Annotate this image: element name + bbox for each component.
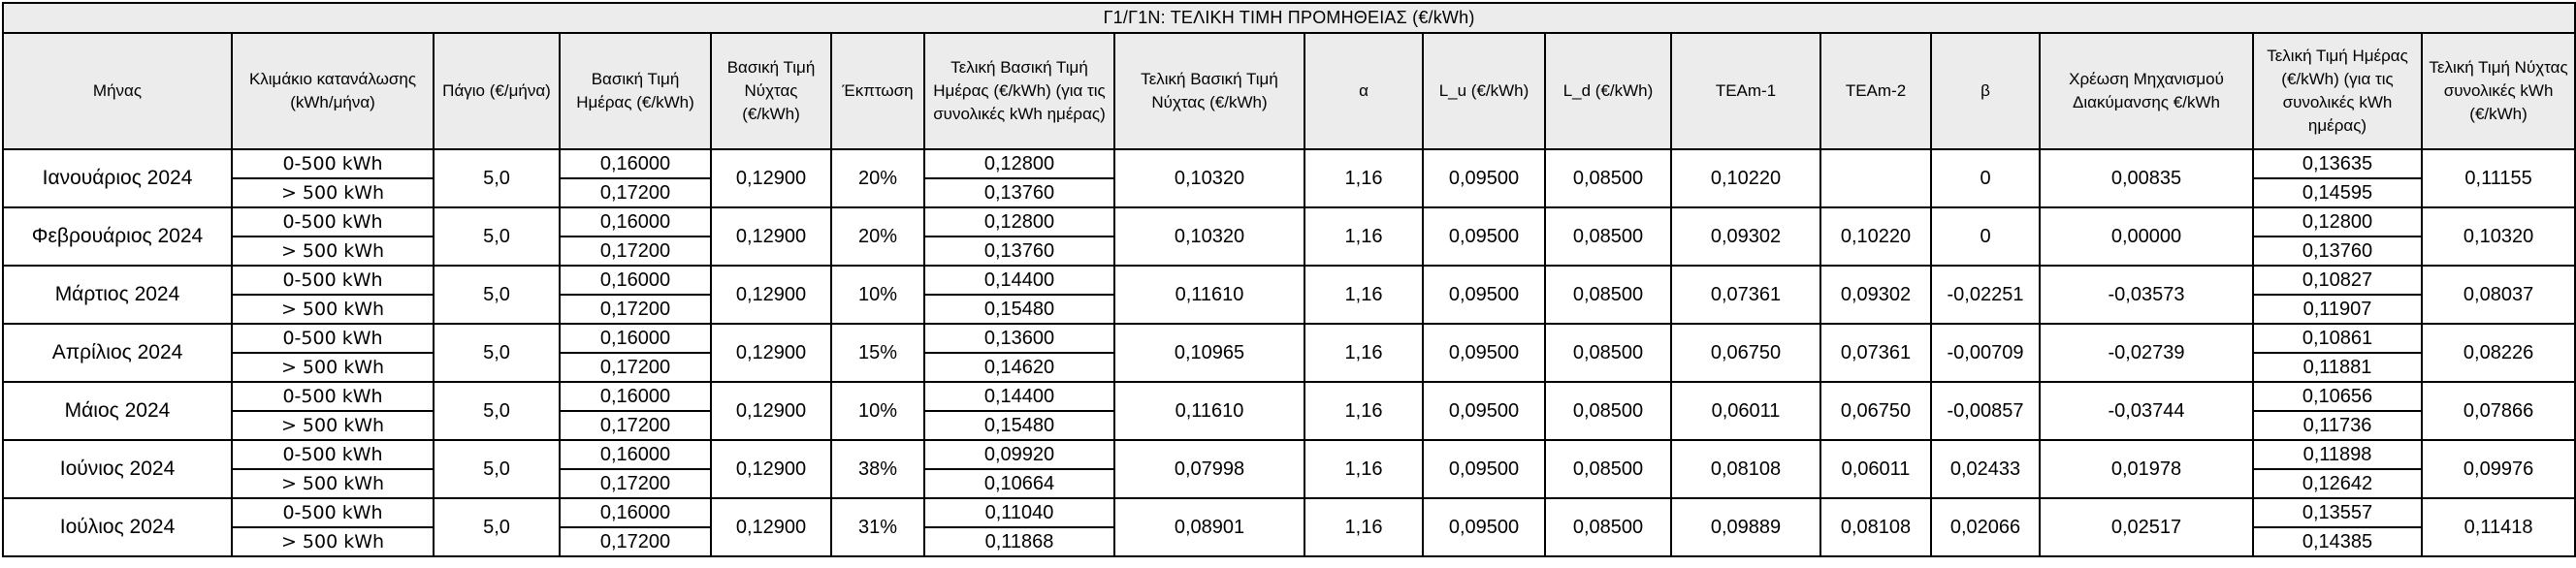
header-final-day-price: Τελική Τιμή Ημέρας (€/kWh) (για τις συνολικές kWh ημέρας) bbox=[2253, 33, 2422, 149]
tariff-table bbox=[2, 2, 2576, 557]
l-u-cell: 0,09500 bbox=[1423, 324, 1545, 382]
discount-cell: 15% bbox=[831, 324, 924, 382]
discount-cell: 20% bbox=[831, 207, 924, 266]
mechanism-charge-cell: -0,02739 bbox=[2040, 324, 2253, 382]
header-final-night-price: Τελική Τιμή Νύχτας συνολικές kWh (€/kWh) bbox=[2422, 33, 2575, 149]
l-d-cell: 0,08500 bbox=[1545, 266, 1671, 324]
l-d-cell: 0,08500 bbox=[1545, 440, 1671, 498]
month-cell: Απρίλιος 2024 bbox=[3, 324, 232, 382]
base-day-price-cell: 0,16000 bbox=[560, 324, 711, 353]
final-base-day-price-cell: 0,12800 bbox=[924, 207, 1114, 237]
final-day-price-cell: 0,11736 bbox=[2253, 411, 2422, 440]
base-day-price-cell: 0,17200 bbox=[560, 295, 711, 324]
base-night-price-cell: 0,12900 bbox=[711, 266, 831, 324]
final-night-price-cell: 0,08226 bbox=[2422, 324, 2575, 382]
base-day-price-cell: 0,17200 bbox=[560, 527, 711, 556]
fixed-charge-cell: 5,0 bbox=[434, 266, 560, 324]
month-cell: Μάιος 2024 bbox=[3, 382, 232, 440]
final-base-night-price-cell: 0,10320 bbox=[1114, 207, 1304, 266]
team-1-cell: 0,09302 bbox=[1671, 207, 1820, 266]
alpha-cell: 1,16 bbox=[1304, 324, 1423, 382]
table-row bbox=[3, 266, 2575, 295]
mechanism-charge-cell: 0,01978 bbox=[2040, 440, 2253, 498]
final-night-price-cell: 0,07866 bbox=[2422, 382, 2575, 440]
base-night-price-cell: 0,12900 bbox=[711, 149, 831, 207]
alpha-cell: 1,16 bbox=[1304, 207, 1423, 266]
final-day-price-cell: 0,13557 bbox=[2253, 498, 2422, 527]
final-base-day-price-cell: 0,15480 bbox=[924, 411, 1114, 440]
final-base-night-price-cell: 0,11610 bbox=[1114, 382, 1304, 440]
fixed-charge-cell: 5,0 bbox=[434, 440, 560, 498]
base-day-price-cell: 0,16000 bbox=[560, 498, 711, 527]
final-day-price-cell: 0,14595 bbox=[2253, 178, 2422, 207]
table-title: Γ1/Γ1Ν: ΤΕΛΙΚΗ ΤΙΜΗ ΠΡΟΜΗΘΕΙΑΣ (€/kWh) bbox=[3, 3, 2575, 33]
header-beta: β bbox=[1931, 33, 2040, 149]
final-base-night-price-cell: 0,10320 bbox=[1114, 149, 1304, 207]
alpha-cell: 1,16 bbox=[1304, 498, 1423, 556]
final-day-price-cell: 0,10656 bbox=[2253, 382, 2422, 411]
fixed-charge-cell: 5,0 bbox=[434, 324, 560, 382]
table-row bbox=[3, 207, 2575, 237]
final-base-day-price-cell: 0,14400 bbox=[924, 266, 1114, 295]
base-day-price-cell: 0,16000 bbox=[560, 149, 711, 178]
fixed-charge-cell: 5,0 bbox=[434, 382, 560, 440]
header-l-u: L_u (€/kWh) bbox=[1423, 33, 1545, 149]
header-fixed-charge: Πάγιο (€/μήνα) bbox=[434, 33, 560, 149]
header-tier: Κλιμάκιο κατανάλωσης (kWh/μήνα) bbox=[232, 33, 434, 149]
final-base-night-price-cell: 0,11610 bbox=[1114, 266, 1304, 324]
team-1-cell: 0,06011 bbox=[1671, 382, 1820, 440]
final-base-day-price-cell: 0,13760 bbox=[924, 178, 1114, 207]
header-mechanism-charge: Χρέωση Μηχανισμού Διακύμανσης €/kWh bbox=[2040, 33, 2253, 149]
final-base-day-price-cell: 0,14620 bbox=[924, 353, 1114, 382]
month-cell: Ιούνιος 2024 bbox=[3, 440, 232, 498]
final-base-day-price-cell: 0,11868 bbox=[924, 527, 1114, 556]
discount-cell: 38% bbox=[831, 440, 924, 498]
month-cell: Ιανουάριος 2024 bbox=[3, 149, 232, 207]
mechanism-charge-cell: -0,03573 bbox=[2040, 266, 2253, 324]
final-base-day-price-cell: 0,11040 bbox=[924, 498, 1114, 527]
mechanism-charge-cell: 0,00000 bbox=[2040, 207, 2253, 266]
table-row bbox=[3, 440, 2575, 469]
table-row bbox=[3, 498, 2575, 527]
alpha-cell: 1,16 bbox=[1304, 382, 1423, 440]
l-u-cell: 0,09500 bbox=[1423, 382, 1545, 440]
base-day-price-cell: 0,16000 bbox=[560, 207, 711, 237]
alpha-cell: 1,16 bbox=[1304, 149, 1423, 207]
tier-cell: > 500 kWh bbox=[232, 353, 434, 382]
l-d-cell: 0,08500 bbox=[1545, 149, 1671, 207]
beta-cell: -0,02251 bbox=[1931, 266, 2040, 324]
discount-cell: 10% bbox=[831, 382, 924, 440]
base-day-price-cell: 0,16000 bbox=[560, 266, 711, 295]
alpha-cell: 1,16 bbox=[1304, 266, 1423, 324]
fixed-charge-cell: 5,0 bbox=[434, 498, 560, 556]
header-team-2: TEAm-2 bbox=[1820, 33, 1931, 149]
tier-cell: > 500 kWh bbox=[232, 178, 434, 207]
final-base-day-price-cell: 0,15480 bbox=[924, 295, 1114, 324]
tier-cell: 0-500 kWh bbox=[232, 207, 434, 237]
mechanism-charge-cell: 0,00835 bbox=[2040, 149, 2253, 207]
base-day-price-cell: 0,16000 bbox=[560, 440, 711, 469]
tier-cell: > 500 kWh bbox=[232, 527, 434, 556]
final-base-day-price-cell: 0,09920 bbox=[924, 440, 1114, 469]
base-night-price-cell: 0,12900 bbox=[711, 440, 831, 498]
header-row bbox=[3, 33, 2575, 149]
final-day-price-cell: 0,10861 bbox=[2253, 324, 2422, 353]
tier-cell: 0-500 kWh bbox=[232, 382, 434, 411]
mechanism-charge-cell: 0,02517 bbox=[2040, 498, 2253, 556]
discount-cell: 10% bbox=[831, 266, 924, 324]
final-day-price-cell: 0,14385 bbox=[2253, 527, 2422, 556]
header-team-1: TEAm-1 bbox=[1671, 33, 1820, 149]
final-night-price-cell: 0,10320 bbox=[2422, 207, 2575, 266]
final-day-price-cell: 0,10827 bbox=[2253, 266, 2422, 295]
table-body bbox=[3, 149, 2575, 556]
beta-cell: -0,00857 bbox=[1931, 382, 2040, 440]
team-1-cell: 0,07361 bbox=[1671, 266, 1820, 324]
base-day-price-cell: 0,16000 bbox=[560, 382, 711, 411]
base-day-price-cell: 0,17200 bbox=[560, 237, 711, 266]
team-1-cell: 0,09889 bbox=[1671, 498, 1820, 556]
team-2-cell: 0,06750 bbox=[1820, 382, 1931, 440]
l-u-cell: 0,09500 bbox=[1423, 149, 1545, 207]
header-base-day-price: Βασική Τιμή Ημέρας (€/kWh) bbox=[560, 33, 711, 149]
team-1-cell: 0,08108 bbox=[1671, 440, 1820, 498]
final-night-price-cell: 0,11418 bbox=[2422, 498, 2575, 556]
final-base-day-price-cell: 0,13760 bbox=[924, 237, 1114, 266]
fixed-charge-cell: 5,0 bbox=[434, 149, 560, 207]
base-night-price-cell: 0,12900 bbox=[711, 382, 831, 440]
tier-cell: 0-500 kWh bbox=[232, 149, 434, 178]
team-2-cell: 0,08108 bbox=[1820, 498, 1931, 556]
beta-cell: -0,00709 bbox=[1931, 324, 2040, 382]
month-cell: Ιούλιος 2024 bbox=[3, 498, 232, 556]
header-alpha: α bbox=[1304, 33, 1423, 149]
final-day-price-cell: 0,11898 bbox=[2253, 440, 2422, 469]
beta-cell: 0 bbox=[1931, 149, 2040, 207]
l-u-cell: 0,09500 bbox=[1423, 266, 1545, 324]
base-day-price-cell: 0,17200 bbox=[560, 469, 711, 498]
base-night-price-cell: 0,12900 bbox=[711, 498, 831, 556]
final-day-price-cell: 0,12800 bbox=[2253, 207, 2422, 237]
final-base-night-price-cell: 0,10965 bbox=[1114, 324, 1304, 382]
final-base-day-price-cell: 0,13600 bbox=[924, 324, 1114, 353]
beta-cell: 0,02433 bbox=[1931, 440, 2040, 498]
tier-cell: > 500 kWh bbox=[232, 295, 434, 324]
fixed-charge-cell: 5,0 bbox=[434, 207, 560, 266]
discount-cell: 31% bbox=[831, 498, 924, 556]
final-night-price-cell: 0,11155 bbox=[2422, 149, 2575, 207]
l-u-cell: 0,09500 bbox=[1423, 207, 1545, 266]
team-1-cell: 0,10220 bbox=[1671, 149, 1820, 207]
final-base-day-price-cell: 0,12800 bbox=[924, 149, 1114, 178]
base-day-price-cell: 0,17200 bbox=[560, 353, 711, 382]
header-month: Μήνας bbox=[3, 33, 232, 149]
final-day-price-cell: 0,12642 bbox=[2253, 469, 2422, 498]
tier-cell: 0-500 kWh bbox=[232, 266, 434, 295]
base-night-price-cell: 0,12900 bbox=[711, 207, 831, 266]
final-base-night-price-cell: 0,08901 bbox=[1114, 498, 1304, 556]
team-1-cell: 0,06750 bbox=[1671, 324, 1820, 382]
header-final-base-night-price: Τελική Βασική Τιμή Νύχτας (€/kWh) bbox=[1114, 33, 1304, 149]
beta-cell: 0,02066 bbox=[1931, 498, 2040, 556]
header-discount: Έκπτωση bbox=[831, 33, 924, 149]
final-night-price-cell: 0,09976 bbox=[2422, 440, 2575, 498]
team-2-cell bbox=[1820, 149, 1931, 207]
table-row bbox=[3, 149, 2575, 178]
header-base-night-price: Βασική Τιμή Νύχτας (€/kWh) bbox=[711, 33, 831, 149]
tier-cell: > 500 kWh bbox=[232, 469, 434, 498]
final-base-day-price-cell: 0,10664 bbox=[924, 469, 1114, 498]
l-d-cell: 0,08500 bbox=[1545, 382, 1671, 440]
l-d-cell: 0,08500 bbox=[1545, 324, 1671, 382]
team-2-cell: 0,10220 bbox=[1820, 207, 1931, 266]
l-d-cell: 0,08500 bbox=[1545, 207, 1671, 266]
header-l-d: L_d (€/kWh) bbox=[1545, 33, 1671, 149]
l-d-cell: 0,08500 bbox=[1545, 498, 1671, 556]
alpha-cell: 1,16 bbox=[1304, 440, 1423, 498]
tier-cell: 0-500 kWh bbox=[232, 498, 434, 527]
team-2-cell: 0,07361 bbox=[1820, 324, 1931, 382]
final-day-price-cell: 0,13760 bbox=[2253, 237, 2422, 266]
month-cell: Φεβρουάριος 2024 bbox=[3, 207, 232, 266]
tier-cell: 0-500 kWh bbox=[232, 440, 434, 469]
discount-cell: 20% bbox=[831, 149, 924, 207]
tier-cell: > 500 kWh bbox=[232, 237, 434, 266]
header-final-base-day-price: Τελική Βασική Τιμή Ημέρας (€/kWh) (για τις συνολικές kWh ημέρας) bbox=[924, 33, 1114, 149]
team-2-cell: 0,09302 bbox=[1820, 266, 1931, 324]
tier-cell: > 500 kWh bbox=[232, 411, 434, 440]
l-u-cell: 0,09500 bbox=[1423, 498, 1545, 556]
final-day-price-cell: 0,11881 bbox=[2253, 353, 2422, 382]
l-u-cell: 0,09500 bbox=[1423, 440, 1545, 498]
final-base-night-price-cell: 0,07998 bbox=[1114, 440, 1304, 498]
final-base-day-price-cell: 0,14400 bbox=[924, 382, 1114, 411]
base-night-price-cell: 0,12900 bbox=[711, 324, 831, 382]
final-night-price-cell: 0,08037 bbox=[2422, 266, 2575, 324]
table-row bbox=[3, 324, 2575, 353]
final-day-price-cell: 0,11907 bbox=[2253, 295, 2422, 324]
tier-cell: 0-500 kWh bbox=[232, 324, 434, 353]
team-2-cell: 0,06011 bbox=[1820, 440, 1931, 498]
base-day-price-cell: 0,17200 bbox=[560, 411, 711, 440]
beta-cell: 0 bbox=[1931, 207, 2040, 266]
table-row bbox=[3, 382, 2575, 411]
base-day-price-cell: 0,17200 bbox=[560, 178, 711, 207]
mechanism-charge-cell: -0,03744 bbox=[2040, 382, 2253, 440]
month-cell: Μάρτιος 2024 bbox=[3, 266, 232, 324]
final-day-price-cell: 0,13635 bbox=[2253, 149, 2422, 178]
